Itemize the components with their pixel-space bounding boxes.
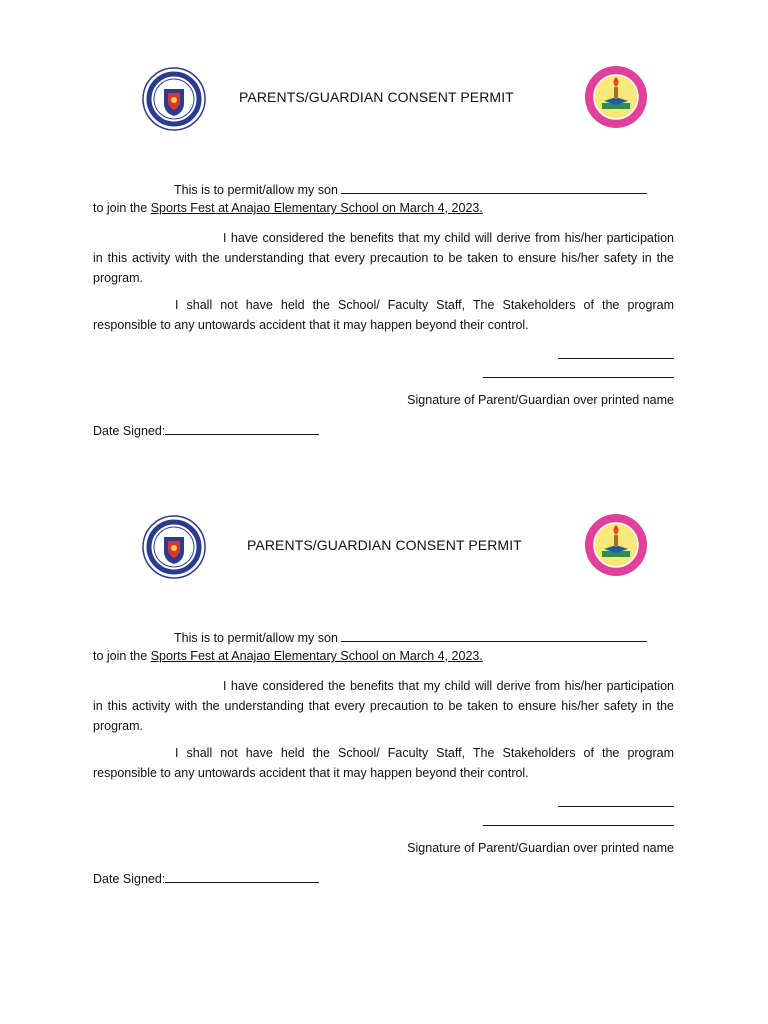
event-name: Sports Fest at Anajao Elementary School on March 4, 2023.: [150, 649, 483, 663]
date-signed-field[interactable]: [165, 421, 319, 435]
permit-line: This is to permit/allow my son: [174, 180, 647, 200]
consent-permit-1: [0, 0, 768, 448]
permit-title: PARENTS/GUARDIAN CONSENT PERMIT: [247, 537, 522, 553]
event-name: Sports Fest at Anajao Elementary School on March 4, 2023.: [150, 201, 483, 215]
signature-label: Signature of Parent/Guardian over printed name: [407, 393, 674, 407]
date-signed-field[interactable]: [165, 869, 319, 883]
paragraph-liability: I shall not have held the School/ Faculty Staff, The Stakeholders of the program responsible to any untowards accident that it may happen beyond their control.: [93, 746, 674, 780]
signature-rule-short[interactable]: [558, 358, 674, 359]
consent-permit-2: [0, 448, 768, 896]
deped-seal-icon: [142, 67, 206, 131]
school-seal-icon: [584, 65, 648, 129]
join-line: to join the Sports Fest at Anajao Elementary School on March 4, 2023.: [93, 201, 483, 215]
signature-label: Signature of Parent/Guardian over printed name: [407, 841, 674, 855]
signature-rule-short[interactable]: [558, 806, 674, 807]
permit-title: PARENTS/GUARDIAN CONSENT PERMIT: [239, 89, 514, 105]
deped-seal-icon: [142, 515, 206, 579]
join-line: to join the Sports Fest at Anajao Elementary School on March 4, 2023.: [93, 649, 483, 663]
son-name-field[interactable]: [341, 180, 647, 194]
son-name-field[interactable]: [341, 628, 647, 642]
signature-rule-long[interactable]: [483, 825, 674, 826]
date-signed-line: Date Signed:: [93, 869, 319, 889]
signature-rule-long[interactable]: [483, 377, 674, 378]
school-seal-icon: [584, 513, 648, 577]
date-signed-line: Date Signed:: [93, 421, 319, 441]
permit-line: This is to permit/allow my son: [174, 628, 647, 648]
paragraph-benefits: I have considered the benefits that my child will derive from his/her participation in this activity with the understanding that every precaution to be taken to ensure his/her safety in the program.: [93, 231, 674, 285]
paragraph-liability: I shall not have held the School/ Faculty Staff, The Stakeholders of the program responsible to any untowards accident that it may happen beyond their control.: [93, 298, 674, 332]
paragraph-benefits: I have considered the benefits that my child will derive from his/her participation in this activity with the understanding that every precaution to be taken to ensure his/her safety in the program.: [93, 679, 674, 733]
